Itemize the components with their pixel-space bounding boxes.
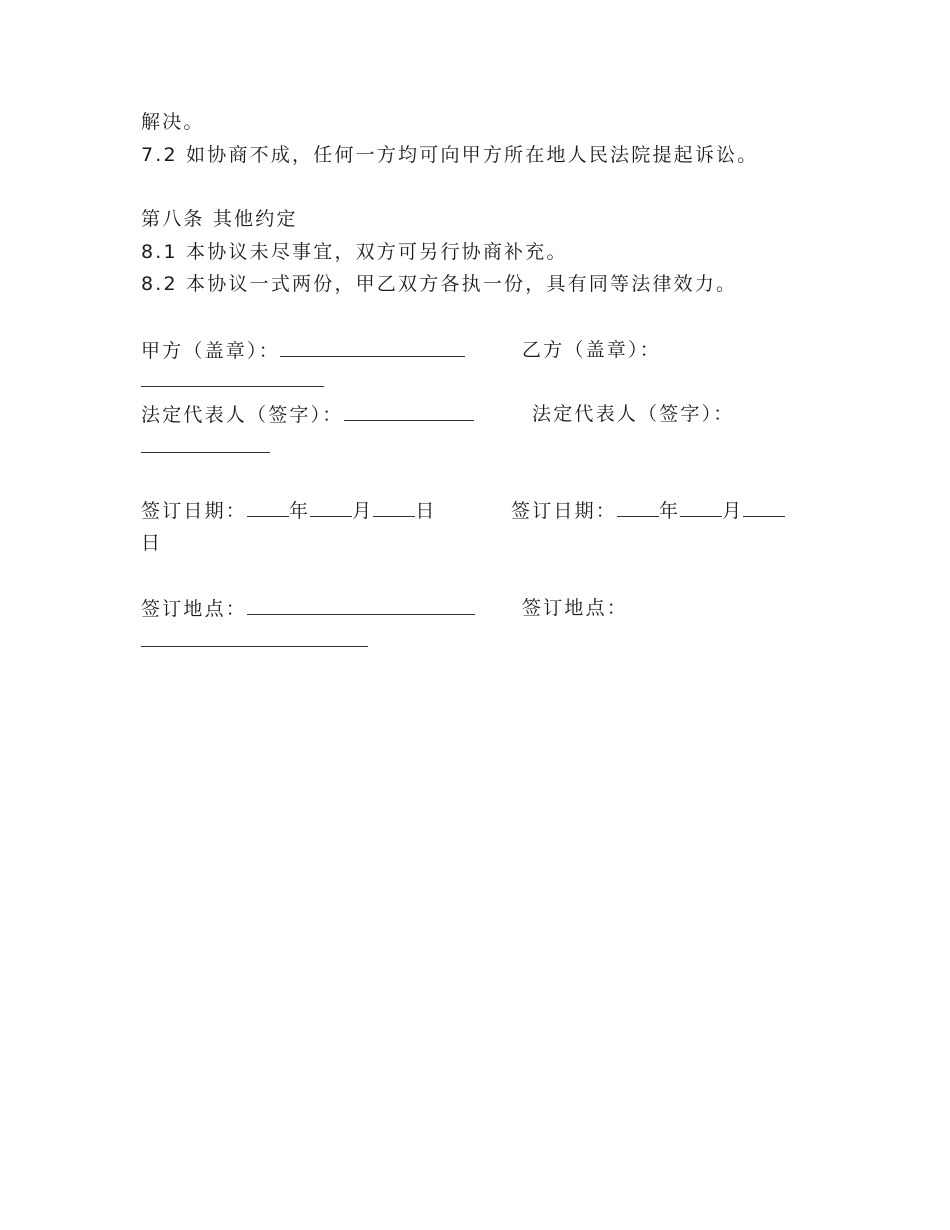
sign-date-b-month: 月 [722,500,744,522]
clause-8-heading: 第八条 其他约定 [141,208,298,230]
sign-place-a-label: 签订地点： [141,598,248,620]
party-b-seal-blank[interactable] [141,368,324,387]
sign-date-b-label: 签订日期： [511,500,618,522]
legal-rep-a-label: 法定代表人（签字）： [141,404,344,426]
clause-7-2: 7.2 如协商不成，任何一方均可向甲方所在地人民法院提起诉讼。 [141,144,759,166]
sign-place-a-row [141,596,475,621]
legal-rep-a-blank[interactable] [344,402,474,421]
sign-date-b-day-blank[interactable] [743,498,785,517]
sign-date-b-month-blank[interactable] [680,498,722,517]
sign-date-a-row [141,498,437,523]
sign-date-a-year-blank[interactable] [247,498,289,517]
sign-date-a-month-blank[interactable] [310,498,352,517]
legal-rep-b-label: 法定代表人（签字）： [532,403,735,425]
sign-place-b-label: 签订地点： [522,597,629,619]
sign-date-b-year: 年 [659,500,681,522]
legal-rep-a-row [141,402,474,427]
legal-rep-b-blank[interactable] [141,434,270,453]
sign-place-b-row [141,628,368,653]
sign-date-b-row [511,498,785,523]
legal-rep-b-row [141,434,270,459]
party-b-seal-label: 乙方（盖章）： [522,339,661,361]
party-a-seal-blank[interactable] [280,338,465,357]
clause-8-1: 8.1 本协议未尽事宜，双方可另行协商补充。 [141,241,568,263]
sign-date-a-month: 月 [352,500,374,522]
sign-date-a-year: 年 [289,500,311,522]
party-a-seal-label: 甲方（盖章）： [141,340,280,362]
clause-8-2: 8.2 本协议一式两份，甲乙双方各执一份，具有同等法律效力。 [141,273,738,295]
sign-date-a-label: 签订日期： [141,500,248,522]
sign-date-a-day: 日 [415,500,437,522]
sign-date-b-year-blank[interactable] [617,498,659,517]
party-a-seal-row [141,338,465,363]
sign-place-b-blank[interactable] [141,628,368,647]
sign-place-a-blank[interactable] [247,596,475,615]
clause-7-tail: 解决。 [141,111,205,133]
sign-date-b-day: 日 [141,532,163,554]
party-b-seal-row [141,368,324,393]
sign-date-a-day-blank[interactable] [373,498,415,517]
